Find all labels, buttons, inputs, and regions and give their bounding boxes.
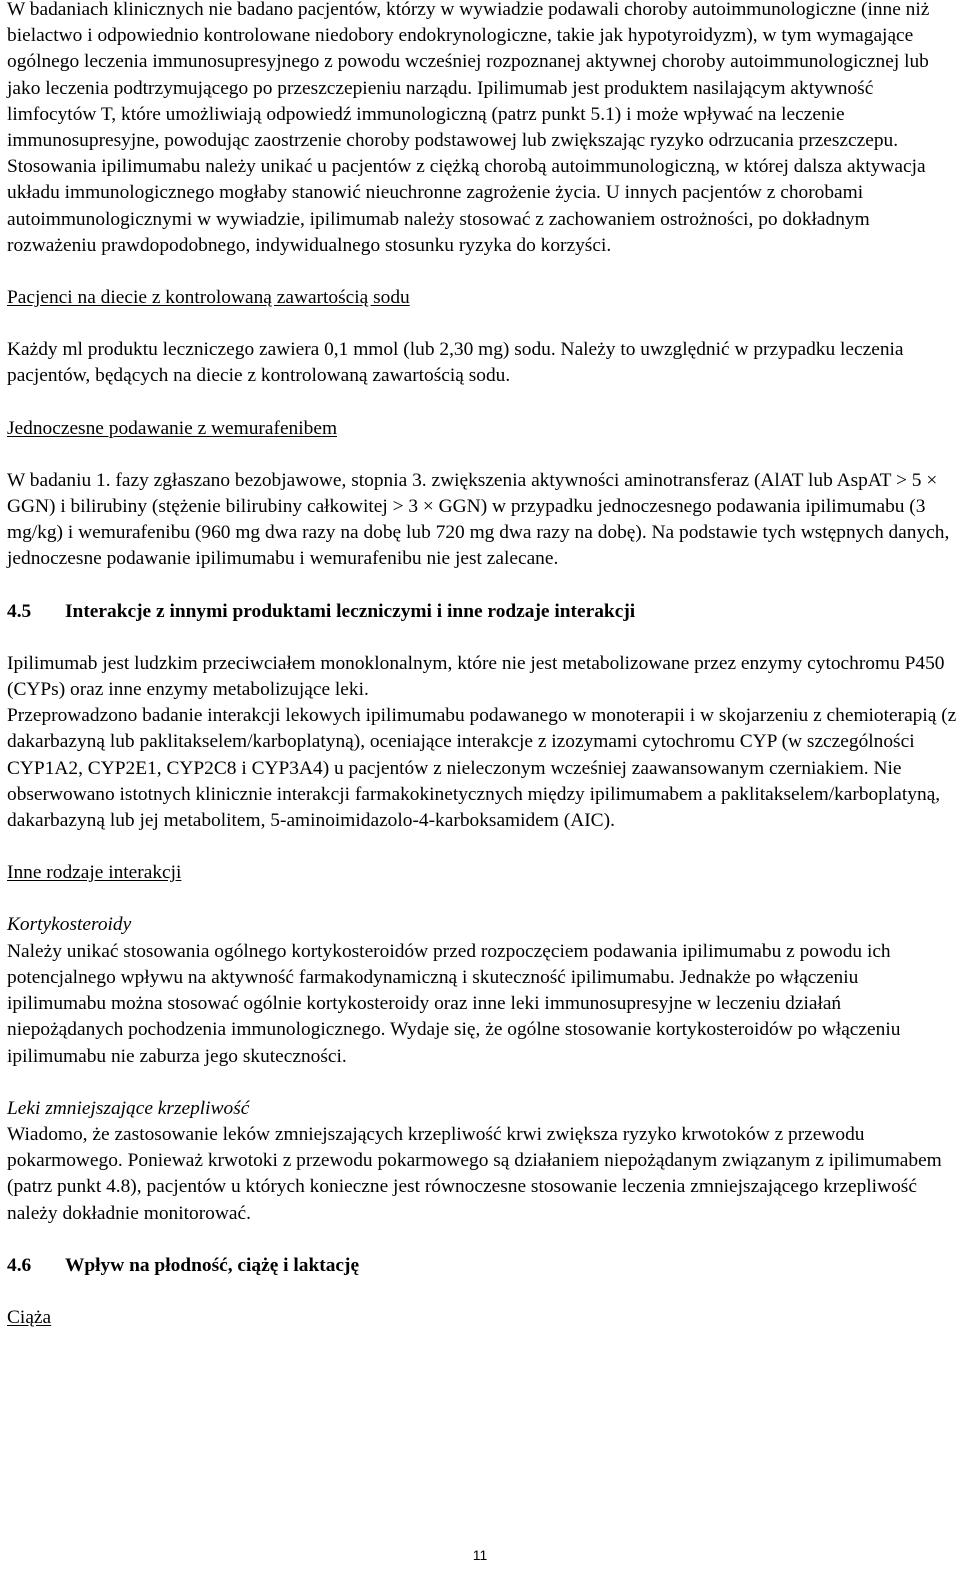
section-heading-4-5 (7, 599, 957, 625)
page-number: 11 (472, 1547, 488, 1563)
paragraph-corticosteroids: Należy unikać stosowania ogólnego kortykosteroidów przed rozpoczęciem podawania ipilimumabu z powodu ich potencjalnego wpływu na aktywność farmakodynamiczną i skuteczność ipilimumabu. Jednakże po włączeniu ipilimumabu można stosować ogólnie kortykosteroidy oraz inne leki immunosupresyjne w leczeniu działań niepożądanych pochodzenia immunologicznego. Wydaje się, że ogólne stosowanie kortykosteroidów po włączeniu ipilimumabu nie zaburza jego skuteczności. (7, 940, 901, 1067)
heading-other-interactions: Inne rodzaje interakcji (7, 862, 182, 884)
section-number: 4.5 (7, 600, 32, 622)
section-heading-4-6 (7, 1253, 957, 1279)
paragraph-autoimmune: W badaniach klinicznych nie badano pacjentów, którzy w wywiadzie podawali choroby autoimmunologiczne (inne niż bielactwo i odpowiednio kontrolowane niedobory endokrynologiczne, takie jak hypotyroidyzm), w tym wymagające ogólnego leczenia immunosupresyjnego z powodu wcześniej rozpoznanej aktywnej choroby autoimmunologicznej lub jako leczenia podtrzymującego po przeszczepieniu narządu. Ipilimumab jest produktem nasilającym aktywność limfocytów T, które umożliwiają odpowiedź immunologiczną (patrz punkt 5.1) i może wpływać na leczenie immunosupresyjne, powodując zaostrzenie choroby podstawowej lub zwiększając ryzyko odrzucania przeszczepu. Stosowania ipilimumabu należy unikać u pacjentów z ciężką chorobą autoimmunologiczną, w której dalsza aktywacja układu immunologicznego mogłaby stanowić nieuchronne zagrożenie życia. U innych pacjentów z chorobami autoimmunologicznymi w wywiadzie, ipilimumab należy stosować z zachowaniem ostrożności, po dokładnym rozważeniu prawdopodobnego, indywidualnego stosunku ryzyka do korzyści. (7, 0, 930, 256)
paragraph-sodium: Każdy ml produktu leczniczego zawiera 0,1 mmol (lub 2,30 mg) sodu. Należy to uwzględnić w przypadku leczenia pacjentów, będących na diecie z kontrolowaną zawartością sodu. (7, 339, 904, 387)
paragraph-monoclonal: Ipilimumab jest ludzkim przeciwciałem monoklonalnym, które nie jest metabolizowane przez enzymy cytochromu P450 (CYPs) oraz inne enzymy metabolizujące leki. (7, 652, 945, 701)
heading-anticoagulants: Leki zmniejszające krzepliwość (7, 1097, 250, 1119)
paragraph-interaction-study: Przeprowadzono badanie interakcji lekowych ipilimumabu podawanego w monoterapii i w skojarzeniu z chemioterapią (z dakarbazyną lub paklitakselem/karboplatyną), oceniające interakcje z izozymami cytochromu CYP (w szczególności CYP1A2, CYP2E1, CYP2C8 i CYP3A4) u pacjentów z nieleczonym wcześniej zaawansowanym czerniakiem. Nie obserwowano istotnych klinicznie interakcji farmakokinetycznych między ipilimumabem a paklitakselem/karboplatyną, dakarbazyną lub jej metabolitem, 5-aminoimidazolo-4-karboksamidem (AIC). (7, 705, 957, 832)
heading-pregnancy: Ciąża (7, 1306, 52, 1328)
heading-corticosteroids: Kortykosteroidy (7, 914, 132, 936)
document-page (7, 0, 957, 1331)
section-title: Interakcje z innymi produktami leczniczymi i inne rodzaje interakcji (65, 600, 636, 622)
paragraph-anticoagulants: Wiadomo, że zastosowanie leków zmniejszających krzepliwość krwi zwiększa ryzyko krwotoków z przewodu pokarmowego. Ponieważ krwotoki z przewodu pokarmowego są działaniem niepożądanym związanym z ipilimumabem (patrz punkt 4.8), pacjentów u których konieczne jest równoczesne stosowanie leczenia zmniejszającego krzepliwość należy dokładnie monitorować. (7, 1123, 942, 1224)
section-number: 4.6 (7, 1254, 32, 1276)
section-title: Wpływ na płodność, ciążę i laktację (65, 1254, 360, 1276)
heading-vemurafenib: Jednoczesne podawanie z wemurafenibem (7, 417, 338, 439)
paragraph-vemurafenib: W badaniu 1. fazy zgłaszano bezobjawowe, stopnia 3. zwiększenia aktywności aminotransferaz (AlAT lub AspAT > 5 × GGN) i bilirubiny (stężenie bilirubiny całkowitej > 3 × GGN) w przypadku jednoczesnego podawania ipilimumabu (3 mg/kg) i wemurafenibu (960 mg dwa razy na dobę lub 720 mg dwa razy na dobę). Na podstawie tych wstępnych danych, jednoczesne podawanie ipilimumabu i wemurafenibu nie jest zalecane. (7, 469, 950, 570)
heading-sodium-diet: Pacjenci na diecie z kontrolowaną zawartością sodu (7, 287, 410, 309)
